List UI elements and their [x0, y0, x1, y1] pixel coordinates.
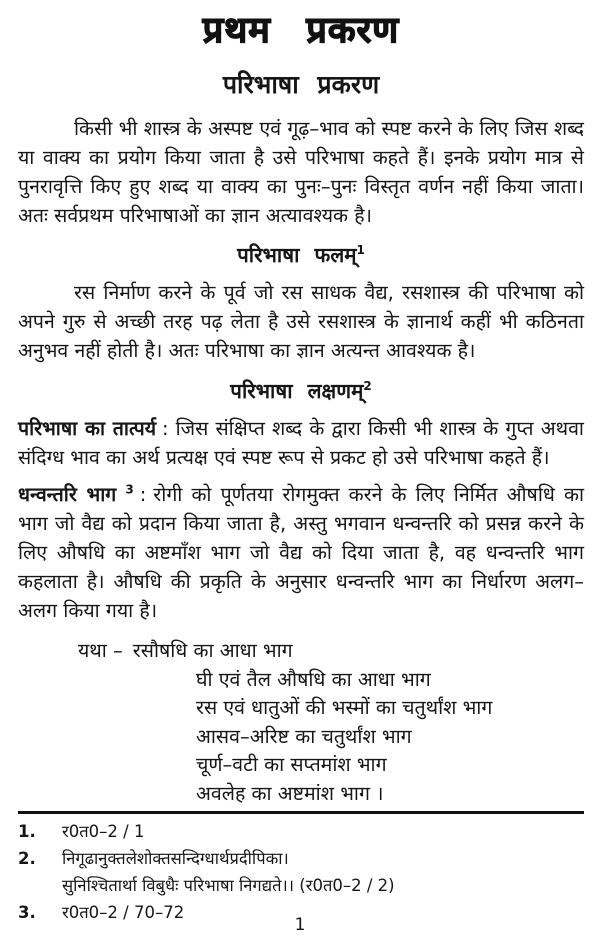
yatha-list-item: घी एवं तैल औषधि का आधा भाग	[196, 667, 431, 691]
yatha-list-item: रस एवं धातुओं की भस्मों का चतुर्थांश भाग	[196, 696, 493, 719]
yatha-list-item: आसव–अरिष्ट का चतुर्थांश भाग	[196, 724, 412, 748]
dhanvantari-body: रोगी को पूर्णतया रोगमुक्त करने के लिए निर्मित औषधि का भाग जो वैद्य को प्रदान किया जाता है, अस्तु भगवान धन्वन्तरि को प्रसन्न करने के लिए औषधि का अष्टमाँश भाग जो वैद्य को दिया जाता है, वह धन्वन्तरि भाग कहलाता है। औषधि की प्रकृति के अनुसार धन्वन्तरि भाग का निर्धारण अलग–अलग किया गया है।	[18, 483, 584, 622]
yatha-item-text: रसौषधि का आधा भाग	[132, 639, 293, 662]
chapter-title: प्रथम प्रकरण	[202, 10, 400, 51]
footnote-ref-1: 1	[356, 243, 365, 258]
heading-phalam-text: परिभाषा फलम्	[237, 243, 357, 267]
footnote-line: सुनिश्चितार्थ‍ा विबुधैः परिभाषा निगद्यते।। (र0त0–2 / 2)	[62, 876, 395, 895]
phalam-paragraph: रस निर्माण करने के पूर्व जो रस साधक वैद्य, रसशास्त्र की परिभाषा को अपने गुरु से अच्छी तरह पढ़ लेता है उसे रसशास्त्र के ज्ञानार्थ कहीं भी कठिनता अनुभव नहीं होती है। अतः परिभाषा का ज्ञान अत्यन्त आवश्यक है।	[18, 281, 584, 362]
footnote-number: 3.	[18, 903, 36, 922]
footnote-line: र0त0–2 / 1	[62, 822, 145, 841]
footnote-text	[62, 845, 584, 899]
tatparya-lead: परिभाषा का तात्पर्य	[18, 417, 157, 440]
footnote-ref-2: 2	[363, 379, 372, 394]
tatparya-body: जिस संक्षिप्त शब्द के द्वारा किसी भी शास्त्र के गुप्त अथवा संदिग्ध भाव का अर्थ प्रत्यक्ष एवं स्पष्ट रूप से प्रकट हो उसे परिभाषा कहते हैं।	[18, 417, 584, 469]
footnote-number: 2.	[18, 849, 36, 868]
footnote-1	[18, 818, 584, 845]
yatha-list	[78, 637, 584, 808]
heading-paribhasha-lakshanam	[18, 378, 584, 405]
yatha-list-item	[78, 637, 584, 666]
dhanvantari-paragraph	[18, 480, 584, 625]
footnote-line: निगूढानुक्तलेशोक्तसन्दिग्धार्थप्रदीपिका।	[62, 849, 289, 868]
page-number: 1	[294, 915, 306, 935]
footnote-ref-3: 3	[125, 482, 134, 497]
intro-paragraph: किसी भी शास्त्र के अस्पष्ट एवं गूढ़–भाव को स्पष्ट करने के लिए जिस शब्द या वाक्य का प्रयोग किया जाता है उसे परिभाषा कहते हैं। इनके प्रयोग मात्र से पुनरावृत्ति किए हुए शब्द या वाक्य का पुनः–पुनः विस्तृत वर्णन नहीं किया जाता। अतः सर्वप्रथम परिभाषाओं का ज्ञान अत्यावश्यक है।	[18, 117, 584, 227]
footnote-number: 1.	[18, 822, 36, 841]
heading-paribhasha-phalam	[18, 242, 584, 269]
footnote-separator-rule	[18, 811, 584, 814]
footnote-line: र0त0–2 / 70–72	[62, 903, 185, 922]
footnotes-block	[18, 818, 584, 926]
yatha-list-item: अवलेह का अष्टमांश भाग ।	[196, 781, 384, 805]
dhanvantari-lead: धन्वन्तरि भाग	[18, 483, 117, 506]
heading-lakshanam-text: परिभाषा लक्षणम्	[230, 379, 364, 403]
yatha-label: यथा –	[78, 639, 123, 662]
section-title: परिभाषा प्रकरण	[222, 70, 380, 99]
yatha-list-item: चूर्ण–वटी का सप्तमांश भाग	[196, 753, 387, 776]
tatparya-paragraph	[18, 414, 584, 472]
dhanvantari-colon: :	[139, 483, 147, 506]
footnote-text	[62, 818, 584, 845]
tatparya-colon: :	[162, 417, 169, 440]
footnote-2	[18, 845, 584, 899]
